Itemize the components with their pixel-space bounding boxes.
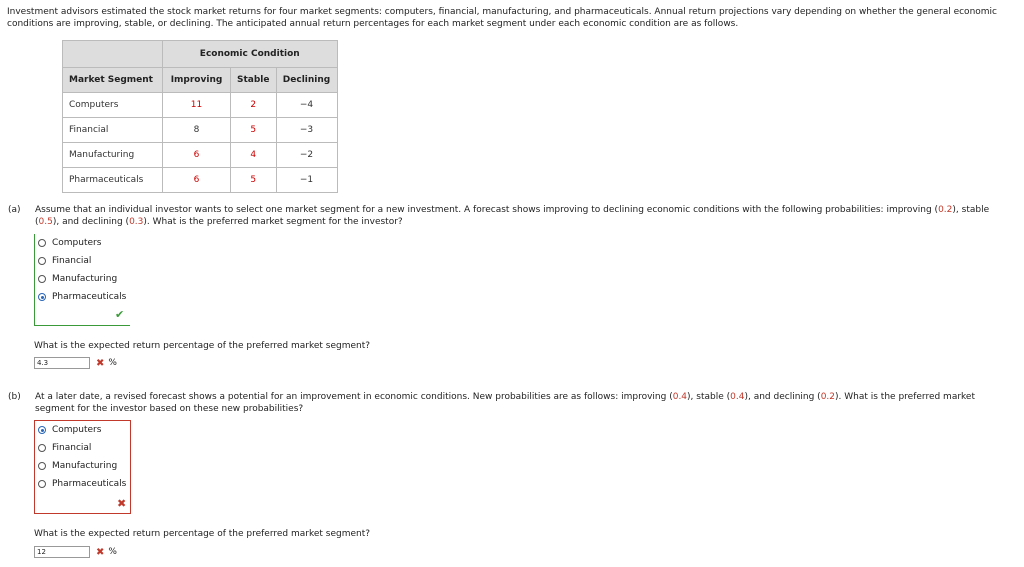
radio-button-selected[interactable] bbox=[38, 293, 46, 301]
col-improving: Improving bbox=[163, 68, 231, 93]
percent-unit: % bbox=[108, 358, 117, 368]
returns-table bbox=[62, 40, 338, 193]
part-b-question: What is the expected return percentage of the preferred market segment? bbox=[34, 529, 371, 539]
prob-declining: 0.3 bbox=[129, 217, 144, 227]
option-pharmaceuticals[interactable] bbox=[35, 288, 130, 306]
part-a-question: What is the expected return percentage of the preferred market segment? bbox=[34, 341, 371, 351]
option-label: Manufacturing bbox=[52, 461, 118, 471]
radio-button[interactable] bbox=[38, 257, 46, 265]
part-a-text: ). What is the preferred market segment for the investor? bbox=[143, 217, 403, 227]
problem-intro bbox=[7, 6, 1019, 30]
col-declining: Declining bbox=[276, 68, 337, 93]
part-b-prompt bbox=[8, 391, 1018, 415]
prob-improving: 0.2 bbox=[938, 205, 953, 215]
option-financial[interactable] bbox=[35, 252, 130, 270]
option-label: Pharmaceuticals bbox=[52, 479, 127, 489]
option-financial[interactable] bbox=[35, 439, 130, 457]
prob-declining: 0.2 bbox=[820, 392, 836, 402]
prob-stable: 0.5 bbox=[38, 217, 53, 227]
part-b-options bbox=[34, 420, 131, 514]
intro-line-1: Investment advisors estimated the stock market returns for four market segments: computers, financial, manufacturing, and pharmaceuticals. Annual return projections vary depending on whether the general economic bbox=[7, 7, 997, 17]
radio-button-selected[interactable] bbox=[38, 426, 46, 434]
stable-cell: 4 bbox=[231, 143, 277, 168]
declining-cell: −2 bbox=[276, 143, 337, 168]
part-a-text: ( bbox=[35, 217, 39, 227]
table-row bbox=[63, 118, 338, 143]
part-b-answer-row bbox=[34, 546, 117, 558]
radio-button[interactable] bbox=[38, 480, 46, 488]
segment-cell: Computers bbox=[63, 93, 163, 118]
incorrect-x-icon: ✖ bbox=[117, 497, 127, 510]
table-row bbox=[63, 168, 338, 193]
part-a-prompt bbox=[8, 204, 1018, 228]
correct-check-icon: ✔ bbox=[115, 308, 125, 321]
part-b-answer-input[interactable] bbox=[34, 546, 90, 558]
part-a-text: Assume that an individual investor wants to select one market segment for a new investment. A forecast shows improving to declining economic conditions with the following probabilities: improving ( bbox=[35, 205, 939, 215]
stable-cell: 5 bbox=[231, 168, 277, 193]
option-pharmaceuticals[interactable] bbox=[35, 475, 130, 493]
prob-stable: 0.4 bbox=[730, 392, 745, 402]
part-b-text: segment for the investor based on these new probabilities? bbox=[35, 404, 304, 414]
radio-button[interactable] bbox=[38, 444, 46, 452]
option-label: Pharmaceuticals bbox=[52, 292, 127, 302]
option-label: Manufacturing bbox=[52, 274, 118, 284]
option-label: Financial bbox=[52, 256, 92, 266]
part-a-text: ), stable bbox=[952, 205, 990, 215]
option-label: Computers bbox=[52, 238, 102, 248]
part-a-text: ), and declining ( bbox=[52, 217, 130, 227]
col-stable: Stable bbox=[231, 68, 277, 93]
part-b-text: ), stable ( bbox=[687, 392, 731, 402]
stable-cell: 2 bbox=[231, 93, 277, 118]
improving-cell: 6 bbox=[163, 143, 231, 168]
option-label: Computers bbox=[52, 425, 102, 435]
part-b-text: At a later date, a revised forecast shows a potential for an improvement in economic conditions. New probabilities are as follows: improving ( bbox=[35, 392, 673, 402]
option-manufacturing[interactable] bbox=[35, 270, 130, 288]
part-a-options bbox=[34, 234, 130, 326]
part-b-text: ). What is the preferred market bbox=[835, 392, 975, 402]
table-corner bbox=[63, 41, 163, 68]
incorrect-x-icon: ✖ bbox=[96, 546, 105, 558]
part-a-answer-input[interactable] bbox=[34, 357, 90, 369]
option-label: Financial bbox=[52, 443, 92, 453]
declining-cell: −4 bbox=[276, 93, 337, 118]
radio-button[interactable] bbox=[38, 239, 46, 247]
radio-button[interactable] bbox=[38, 462, 46, 470]
part-a-label: (a) bbox=[8, 205, 21, 215]
table-row bbox=[63, 93, 338, 118]
incorrect-x-icon: ✖ bbox=[96, 357, 105, 369]
part-b-label: (b) bbox=[8, 392, 21, 402]
segment-cell: Manufacturing bbox=[63, 143, 163, 168]
improving-cell: 6 bbox=[163, 168, 231, 193]
col-market-segment: Market Segment bbox=[63, 68, 163, 93]
part-b-text: ), and declining ( bbox=[744, 392, 821, 402]
declining-cell: −3 bbox=[276, 118, 337, 143]
segment-cell: Pharmaceuticals bbox=[63, 168, 163, 193]
option-manufacturing[interactable] bbox=[35, 457, 130, 475]
segment-cell: Financial bbox=[63, 118, 163, 143]
option-computers[interactable] bbox=[35, 234, 130, 252]
table-row bbox=[63, 143, 338, 168]
percent-unit: % bbox=[108, 547, 117, 557]
radio-button[interactable] bbox=[38, 275, 46, 283]
stable-cell: 5 bbox=[231, 118, 277, 143]
part-a-answer-row bbox=[34, 357, 117, 369]
option-computers[interactable] bbox=[35, 421, 130, 439]
declining-cell: −1 bbox=[276, 168, 337, 193]
improving-cell: 11 bbox=[163, 93, 231, 118]
prob-improving: 0.4 bbox=[672, 392, 688, 402]
economic-condition-header: Economic Condition bbox=[163, 41, 338, 68]
intro-line-2: conditions are improving, stable, or declining. The anticipated annual return percentages for each market segment under each economic condition are as follows. bbox=[7, 19, 739, 29]
improving-cell: 8 bbox=[163, 118, 231, 143]
